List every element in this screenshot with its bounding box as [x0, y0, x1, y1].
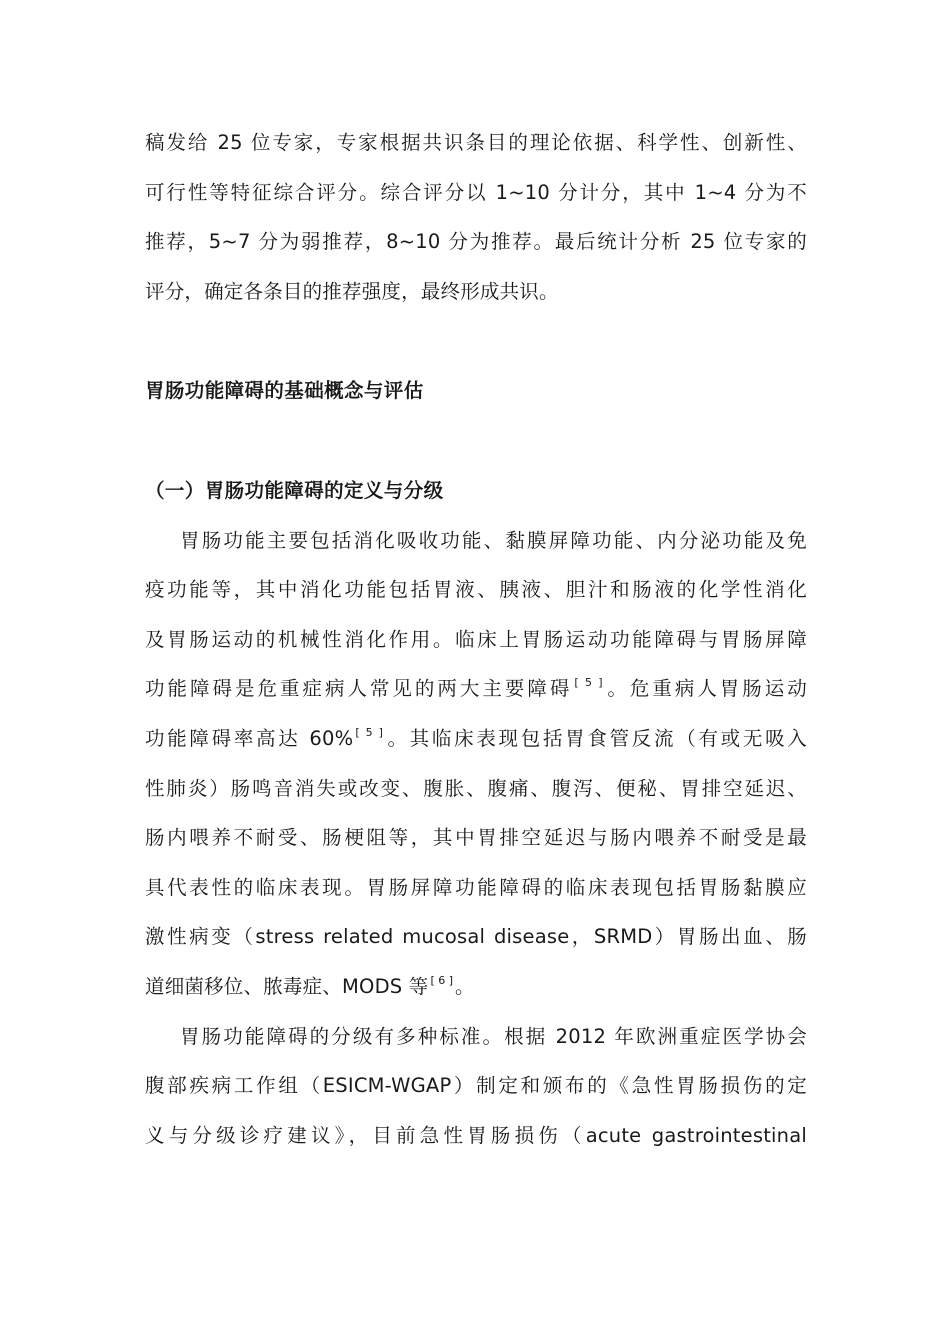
text-line: 稿发给 25 位专家，专家根据共识条目的理论依据、科学性、创新性、 [145, 131, 807, 154]
text-line: 可行性等特征综合评分。综合评分以 1~10 分计分，其中 1~4 分为不 [145, 180, 807, 204]
text-line: 疫功能等，其中消化功能包括胃液、胰液、胆汁和肠液的化学性消化 [145, 578, 807, 602]
line-text: 。其临床表现包括胃食管反流（有或无吸入 [384, 726, 807, 750]
text-line: 肠内喂养不耐受、肠梗阻等，其中胃排空延迟与肠内喂养不耐受是最 [145, 826, 807, 850]
section-heading: 胃肠功能障碍的基础概念与评估 [145, 379, 424, 403]
text-line: 激性病变（stress related mucosal disease，SRMD）胃肠出血、肠 [145, 925, 807, 949]
intro-paragraph [145, 118, 807, 316]
grading-paragraph [145, 1012, 807, 1161]
line-text: 。 [455, 974, 475, 998]
line-text: 功能障碍是危重症病人常见的两大主要障碍 [145, 677, 573, 701]
text-line: 推荐，5~7 分为弱推荐，8~10 分为推荐。最后统计分析 25 位专家的 [145, 230, 807, 254]
text-line: 胃肠功能主要包括消化吸收功能、黏膜屏障功能、内分泌功能及免 [180, 528, 807, 552]
text-line [145, 962, 807, 1012]
citation-ref: [ 5 ] [355, 725, 383, 739]
citation-ref: [ 6 ] [430, 973, 454, 987]
text-line: 腹部疾病工作组（ESICM-WGAP）制定和颁布的《急性胃肠损伤的定 [145, 1074, 807, 1098]
text-line: 义与分级诊疗建议》，目前急性胃肠损伤（acute gastrointestinal [145, 1123, 807, 1147]
line-text: 道细菌移位、脓毒症、MODS 等 [145, 974, 429, 998]
subsection-heading: （一）胃肠功能障碍的定义与分级 [145, 478, 444, 502]
line-text: 功能障碍率高达 60% [145, 726, 354, 750]
text-line: 性肺炎）肠鸣音消失或改变、腹胀、腹痛、腹泻、便秘、胃排空延迟、 [145, 776, 807, 800]
line-text: 。危重病人胃肠运动 [604, 677, 807, 701]
text-line [145, 664, 807, 714]
citation-ref: [ 5 ] [574, 676, 603, 690]
definition-paragraph [145, 516, 807, 1012]
text-line: 评分，确定各条目的推荐强度，最终形成共识。 [145, 279, 559, 303]
text-line: 具代表性的临床表现。胃肠屏障功能障碍的临床表现包括胃肠黏膜应 [145, 875, 807, 899]
text-line: 胃肠功能障碍的分级有多种标准。根据 2012 年欧洲重症医学协会 [180, 1024, 807, 1048]
text-line [145, 714, 807, 764]
text-line: 及胃肠运动的机械性消化作用。临床上胃肠运动功能障碍与胃肠屏障 [145, 627, 807, 651]
document-page [145, 118, 807, 1160]
